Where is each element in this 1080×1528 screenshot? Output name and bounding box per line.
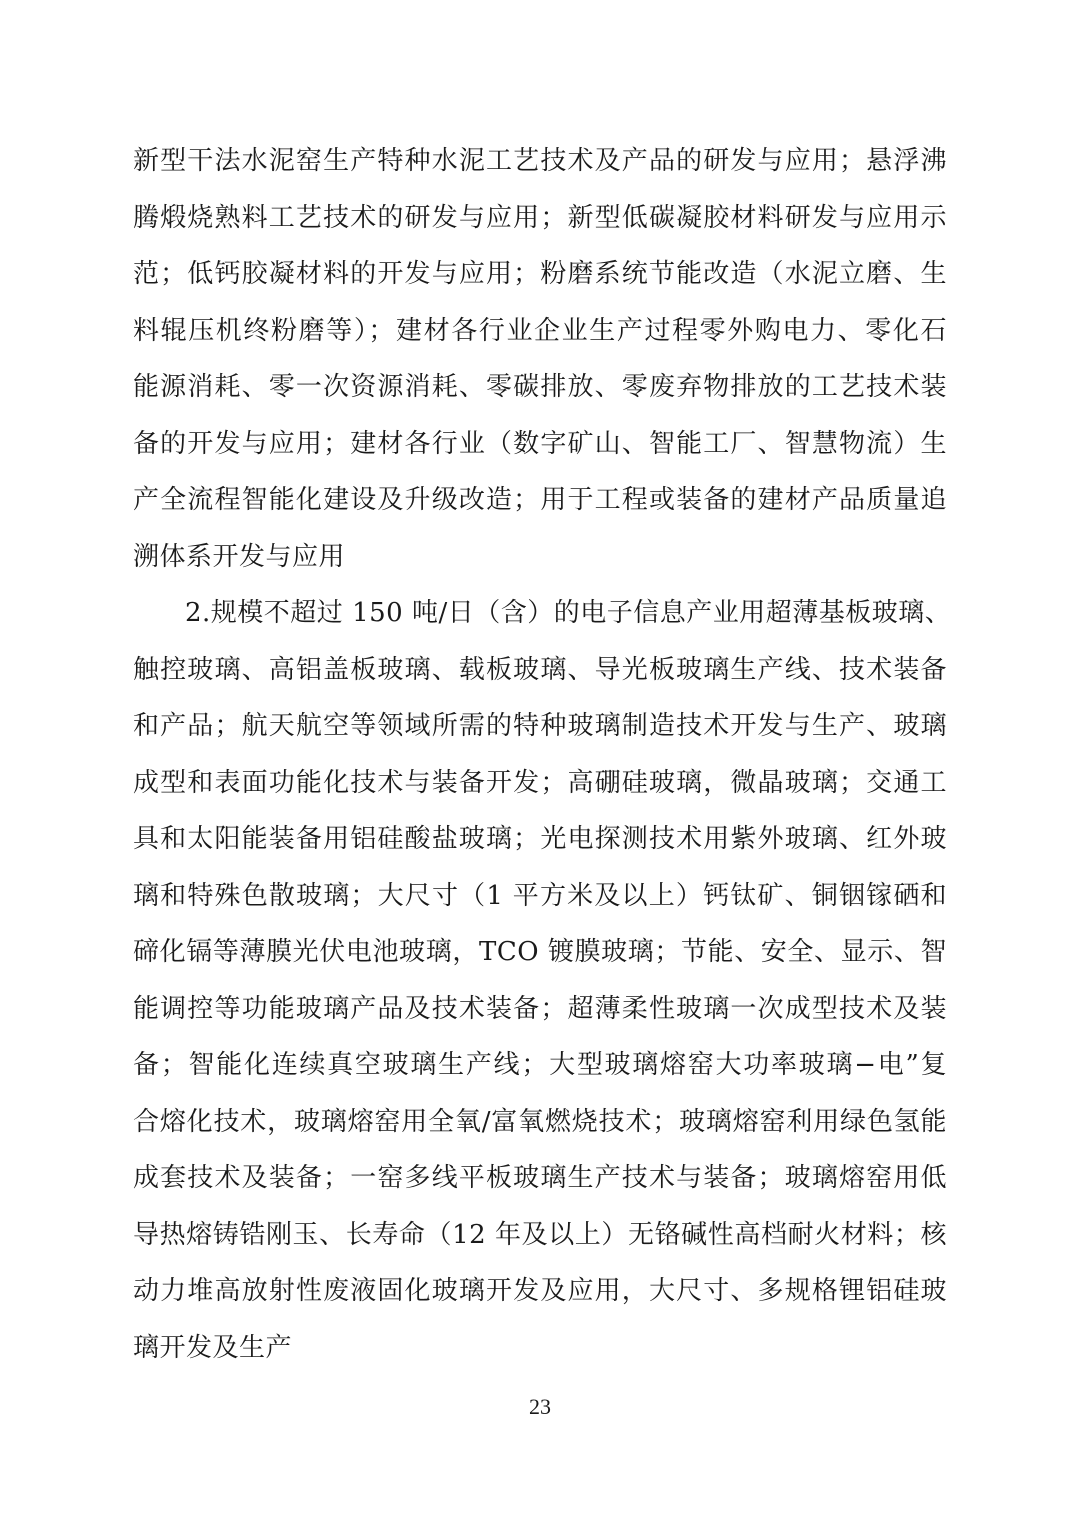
- paragraph-building-materials: [133, 133, 947, 585]
- text-line: 璃开发及生产: [133, 1332, 293, 1363]
- text-line: 导热熔铸锆刚玉、长寿命（12 年及以上）无铬碱性高档耐火材料；核: [133, 1219, 947, 1250]
- text-line: 动力堆高放射性废液固化玻璃开发及应用，大尺寸、多规格锂铝硅玻: [133, 1276, 947, 1306]
- text-line: 溯体系开发与应用: [133, 541, 346, 572]
- text-line: 成型和表面功能化技术与装备开发；高硼硅玻璃，微晶玻璃；交通工: [133, 767, 947, 798]
- paragraph-glass-item-2: [133, 585, 952, 1376]
- text-line: 和产品；航天航空等领域所需的特种玻璃制造技术开发与生产、玻璃: [133, 711, 947, 741]
- text-line: 范；低钙胶凝材料的开发与应用；粉磨系统节能改造（水泥立磨、生: [133, 259, 947, 289]
- text-line: 产全流程智能化建设及升级改造；用于工程或装备的建材产品质量追: [133, 485, 947, 515]
- text-line: 碲化镉等薄膜光伏电池玻璃，TCO 镀膜玻璃；节能、安全、显示、智: [133, 937, 947, 967]
- text-line: 能源消耗、零一次资源消耗、零碳排放、零废弃物排放的工艺技术装: [133, 372, 947, 402]
- text-line: 能调控等功能玻璃产品及技术装备；超薄柔性玻璃一次成型技术及装: [133, 993, 947, 1024]
- text-line: 新型干法水泥窑生产特种水泥工艺技术及产品的研发与应用；悬浮沸: [133, 146, 947, 176]
- text-line: 成套技术及装备；一窑多线平板玻璃生产技术与装备；玻璃熔窑用低: [133, 1163, 947, 1193]
- text-line: 备；智能化连续真空玻璃生产线；大型玻璃熔窑大功率玻璃−电”复: [133, 1050, 947, 1080]
- text-line: 具和太阳能装备用铝硅酸盐玻璃；光电探测技术用紫外玻璃、红外玻: [133, 824, 947, 854]
- text-line-indented: 2.规模不超过 150 吨/日（含）的电子信息产业用超薄基板玻璃、: [185, 598, 952, 628]
- text-line: 璃和特殊色散玻璃；大尺寸（1 平方米及以上）钙钛矿、铜铟镓硒和: [133, 880, 947, 911]
- text-line: 合熔化技术，玻璃熔窑用全氧/富氧燃烧技术；玻璃熔窑利用绿色氢能: [133, 1106, 947, 1137]
- text-line: 触控玻璃、高铝盖板玻璃、载板玻璃、导光板玻璃生产线、技术装备: [133, 654, 947, 685]
- page-number: 23: [529, 1394, 551, 1419]
- text-line: 料辊压机终粉磨等）；建材各行业企业生产过程零外购电力、零化石: [133, 315, 947, 346]
- text-line: 备的开发与应用；建材各行业（数字矿山、智能工厂、智慧物流）生: [133, 428, 947, 459]
- text-line: 腾煅烧熟料工艺技术的研发与应用；新型低碳凝胶材料研发与应用示: [133, 202, 947, 233]
